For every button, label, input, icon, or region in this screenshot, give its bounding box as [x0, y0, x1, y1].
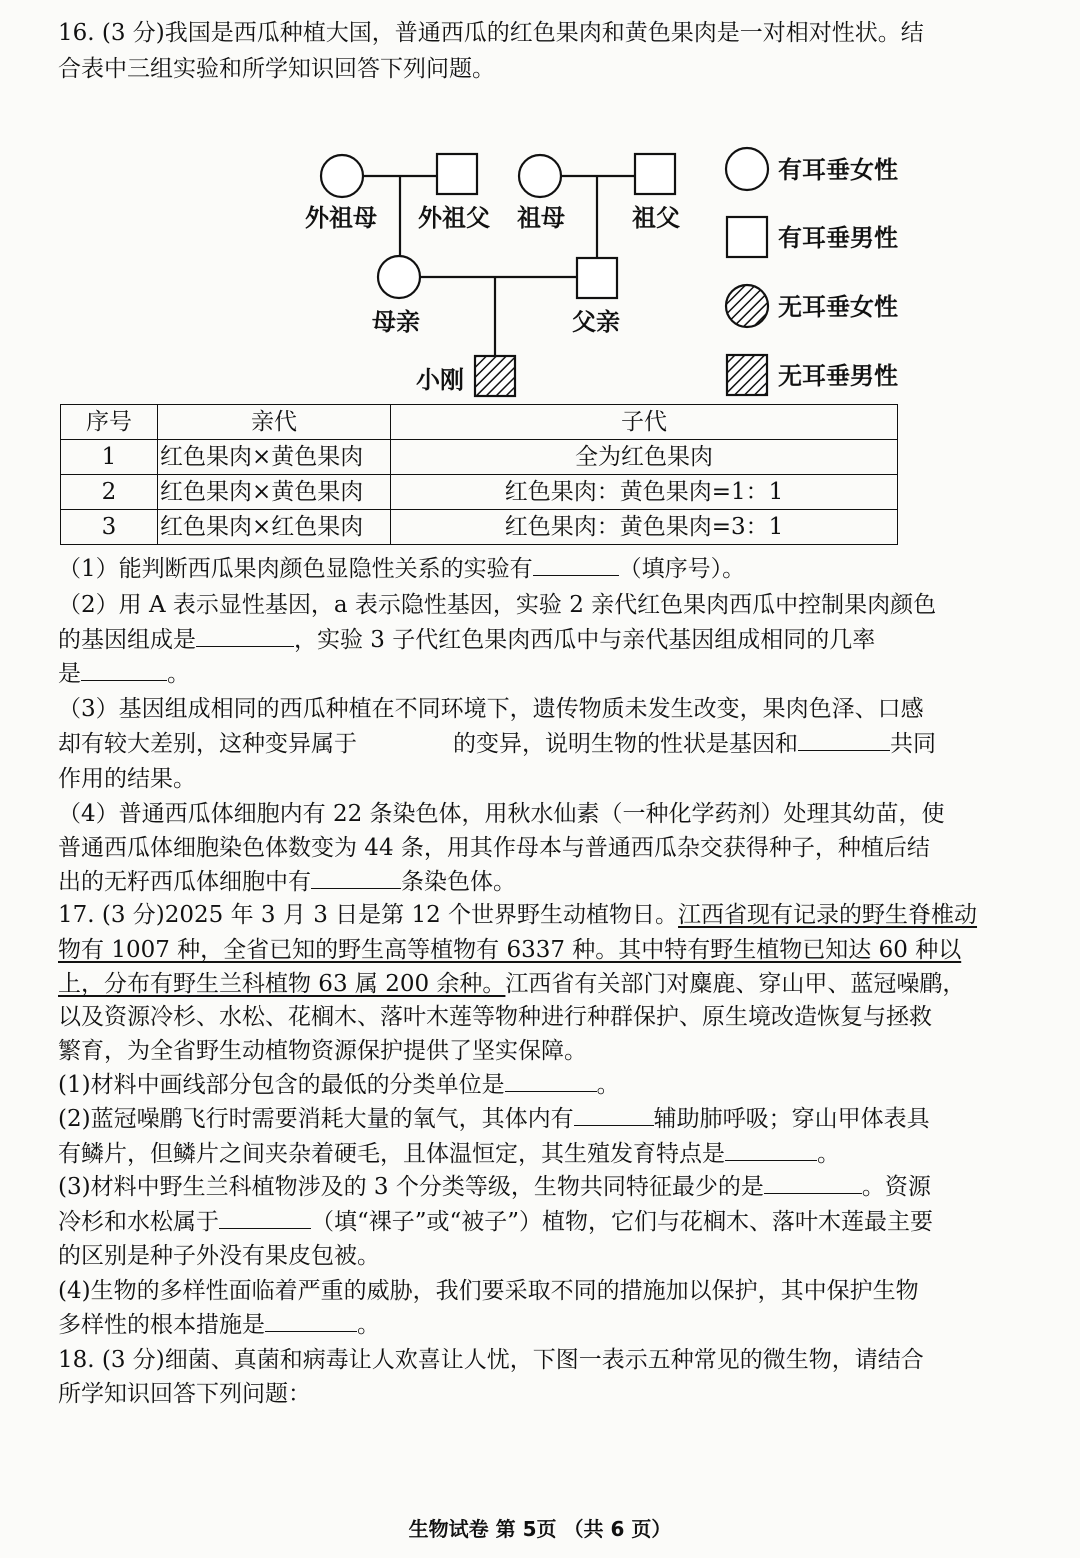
- q17-line3-rest: 江西省有关部门对麋鹿、穿山甲、蓝冠噪鹛，: [505, 971, 966, 997]
- father-symbol: [577, 258, 617, 298]
- label-waizumu: 外祖母: [305, 204, 377, 232]
- q16-sub4-line3: [58, 865, 1028, 899]
- answer-blank[interactable]: [764, 1171, 862, 1194]
- q16-sub2-line3: [58, 657, 1028, 691]
- zufu-symbol: [635, 154, 675, 194]
- q17-sub1: [58, 1068, 1028, 1102]
- legend-male-earlobe-icon: [727, 217, 767, 257]
- q16-sub3-text2: 的变异，说明生物的性状是基因和: [453, 731, 798, 757]
- table-row: [61, 475, 898, 510]
- q16-intro-line1: 16. (3 分)我国是西瓜种植大国，普通西瓜的红色果肉和黄色果肉是一对相对性状。结: [58, 20, 924, 46]
- page-footer: 生物试卷 第 5页 （共 6 页）: [408, 1517, 672, 1541]
- q16-sub2-text2: ，实验 3 子代红色果肉西瓜中与亲代基因组成相同的几率: [294, 627, 876, 653]
- q16-sub3-line3: 作用的结果。: [58, 766, 196, 792]
- q16-sub1-text: （1）能判断西瓜果肉颜色显隐性关系的实验有: [58, 556, 533, 582]
- q16-sub3-line2: [58, 727, 1028, 761]
- q17-underlined-1: 江西省现有记录的野生脊椎动: [678, 902, 978, 928]
- legend-label-3: 无耳垂女性: [778, 293, 898, 321]
- q17-sub4-line1: (4)生物的多样性面临着严重的威胁，我们要采取不同的措施加以保护，其中保护生物: [58, 1278, 919, 1304]
- q16-sub1: [58, 552, 1028, 586]
- q16-intro-line2: 合表中三组实验和所学知识回答下列问题。: [58, 56, 495, 82]
- waizumu-symbol: [321, 155, 363, 197]
- legend-label-4: 无耳垂男性: [778, 362, 898, 390]
- q17-sub1-text: (1)材料中画线部分包含的最低的分类单位是: [58, 1072, 505, 1098]
- legend-label-1: 有耳垂女性: [778, 156, 898, 184]
- table-row: [61, 440, 898, 475]
- cell-offspring: 全为红色果肉: [391, 440, 898, 475]
- q17-sub3-line3: 的区别是种子外没有果皮包被。: [58, 1243, 380, 1269]
- q17-sub2-text2: 辅助肺呼吸；穿山甲体表具: [653, 1106, 930, 1132]
- label-mother: 母亲: [372, 308, 420, 336]
- cell-offspring: 红色果肉：黄色果肉=1：1: [391, 475, 898, 510]
- label-zumu: 祖母: [517, 204, 565, 232]
- q16-sub2-line2: [58, 623, 1028, 657]
- zumu-symbol: [519, 155, 561, 197]
- q16-sub3-text: 却有较大差别，这种变异属于: [58, 731, 357, 757]
- q17-sub2-line2: [58, 1137, 1028, 1171]
- legend-male-no-earlobe-icon: [727, 355, 767, 395]
- answer-blank[interactable]: [725, 1138, 817, 1161]
- answer-blank[interactable]: [574, 1103, 654, 1126]
- q16-sub4-line2: 普通西瓜体细胞染色体数变为 44 条，用其作母本与普通西瓜杂交获得种子，种植后结: [58, 835, 930, 861]
- q17-line2: [58, 933, 1028, 967]
- q17-line3: [58, 967, 1028, 1001]
- q16-sub3-text3: 共同: [890, 731, 936, 757]
- cell-index: 3: [61, 510, 158, 545]
- header-offspring: 子代: [391, 405, 898, 440]
- q17-intro: 17. (3 分)2025 年 3 月 3 日是第 12 个世界野生动植物日。: [58, 902, 679, 928]
- answer-blank[interactable]: [311, 866, 401, 889]
- label-zufu: 祖父: [632, 204, 680, 232]
- q16-sub2-text3: 是: [58, 661, 81, 687]
- q17-underlined-3: 上，分布有野生兰科植物 63 属 200 余种。: [58, 971, 506, 997]
- q16-sub2-line1: （2）用 A 表示显性基因，a 表示隐性基因，实验 2 亲代红色果肉西瓜中控制果肉颜色: [58, 592, 937, 618]
- cell-parents: 红色果肉×黄色果肉: [158, 440, 391, 475]
- q17-sub3-text3: 冷杉和水松属于: [58, 1209, 219, 1235]
- q17-sub2-tail: 。: [817, 1141, 840, 1167]
- q17-line5: 繁育，为全省野生动植物资源保护提供了坚实保障。: [58, 1038, 587, 1064]
- q17-sub2-line1: [58, 1102, 1028, 1136]
- q16-sub2-tail: 。: [167, 661, 190, 687]
- q16-sub4-text: 出的无籽西瓜体细胞中有: [58, 869, 311, 895]
- q17-sub3-text4: （填“裸子”或“被子”）植物，它们与花榈木、落叶木莲最主要: [311, 1209, 934, 1235]
- q17-underlined-2: 物有 1007 种，全省已知的野生高等植物有 6337 种。其中特有野生植物已知达 60 种以: [58, 937, 962, 963]
- answer-blank[interactable]: [219, 1206, 311, 1229]
- q17-line4: 以及资源冷杉、水松、花榈木、落叶木莲等物种进行种群保护、原生境改造恢复与拯救: [58, 1004, 932, 1030]
- answer-blank[interactable]: [265, 1309, 357, 1332]
- q16-sub4-line1: （4）普通西瓜体细胞内有 22 条染色体，用秋水仙素（一种化学药剂）处理其幼苗，使: [58, 801, 945, 827]
- q17-sub3-line2: [58, 1205, 1028, 1239]
- answer-blank[interactable]: [81, 658, 167, 681]
- answer-blank[interactable]: [505, 1069, 597, 1092]
- waizufu-symbol: [437, 154, 477, 194]
- cell-parents: 红色果肉×黄色果肉: [158, 475, 391, 510]
- answer-blank[interactable]: [533, 553, 619, 576]
- q18-line1: 18. (3 分)细菌、真菌和病毒让人欢喜让人忧，下图一表示五种常见的微生物，请结合: [58, 1347, 924, 1373]
- q16-sub4-tail: 条染色体。: [401, 869, 516, 895]
- label-father: 父亲: [572, 308, 620, 336]
- header-parents: 亲代: [158, 405, 391, 440]
- q17-sub4-line2: [58, 1308, 1028, 1342]
- cell-offspring: 红色果肉：黄色果肉=3：1: [391, 510, 898, 545]
- cell-index: 1: [61, 440, 158, 475]
- legend-label-2: 有耳垂男性: [778, 224, 898, 252]
- q17-sub3-text2: 。资源: [861, 1174, 931, 1200]
- mother-symbol: [378, 256, 420, 298]
- q16-sub1-tail: （填序号）。: [618, 556, 746, 582]
- label-waizufu: 外祖父: [418, 204, 490, 232]
- answer-blank[interactable]: [196, 624, 294, 647]
- experiment-table: [60, 404, 898, 545]
- answer-blank[interactable]: [798, 728, 890, 751]
- cell-index: 2: [61, 475, 158, 510]
- header-index: 序号: [61, 405, 158, 440]
- q17-line1: [58, 898, 1028, 932]
- cell-parents: 红色果肉×红色果肉: [158, 510, 391, 545]
- legend-female-earlobe-icon: [726, 148, 768, 190]
- q16-sub3-line1: （3）基因组成相同的西瓜种植在不同环境下，遗传物质未发生改变，果肉色泽、口感: [58, 696, 924, 722]
- q17-sub2-text3: 有鳞片，但鳞片之间夹杂着硬毛，且体温恒定，其生殖发育特点是: [58, 1141, 725, 1167]
- q17-sub4-text: 多样性的根本措施是: [58, 1312, 265, 1338]
- xiaogang-symbol: [475, 356, 515, 396]
- q17-sub1-tail: 。: [596, 1072, 620, 1098]
- q17-sub3-line1: [58, 1170, 1028, 1204]
- q17-sub2-text: (2)蓝冠噪鹛飞行时需要消耗大量的氧气，其体内有: [58, 1106, 574, 1132]
- q17-sub4-tail: 。: [357, 1312, 380, 1338]
- q18-line2: 所学知识回答下列问题：: [58, 1381, 311, 1407]
- table-header-row: [61, 405, 898, 440]
- legend-female-no-earlobe-icon: [726, 285, 768, 327]
- pedigree-diagram: [0, 0, 1080, 420]
- q16-sub2-text: 的基因组成是: [58, 627, 196, 653]
- table-row: [61, 510, 898, 545]
- label-xiaogang: 小刚: [416, 366, 464, 394]
- q17-sub3-text: (3)材料中野生兰科植物涉及的 3 个分类等级，生物共同特征最少的是: [58, 1174, 764, 1200]
